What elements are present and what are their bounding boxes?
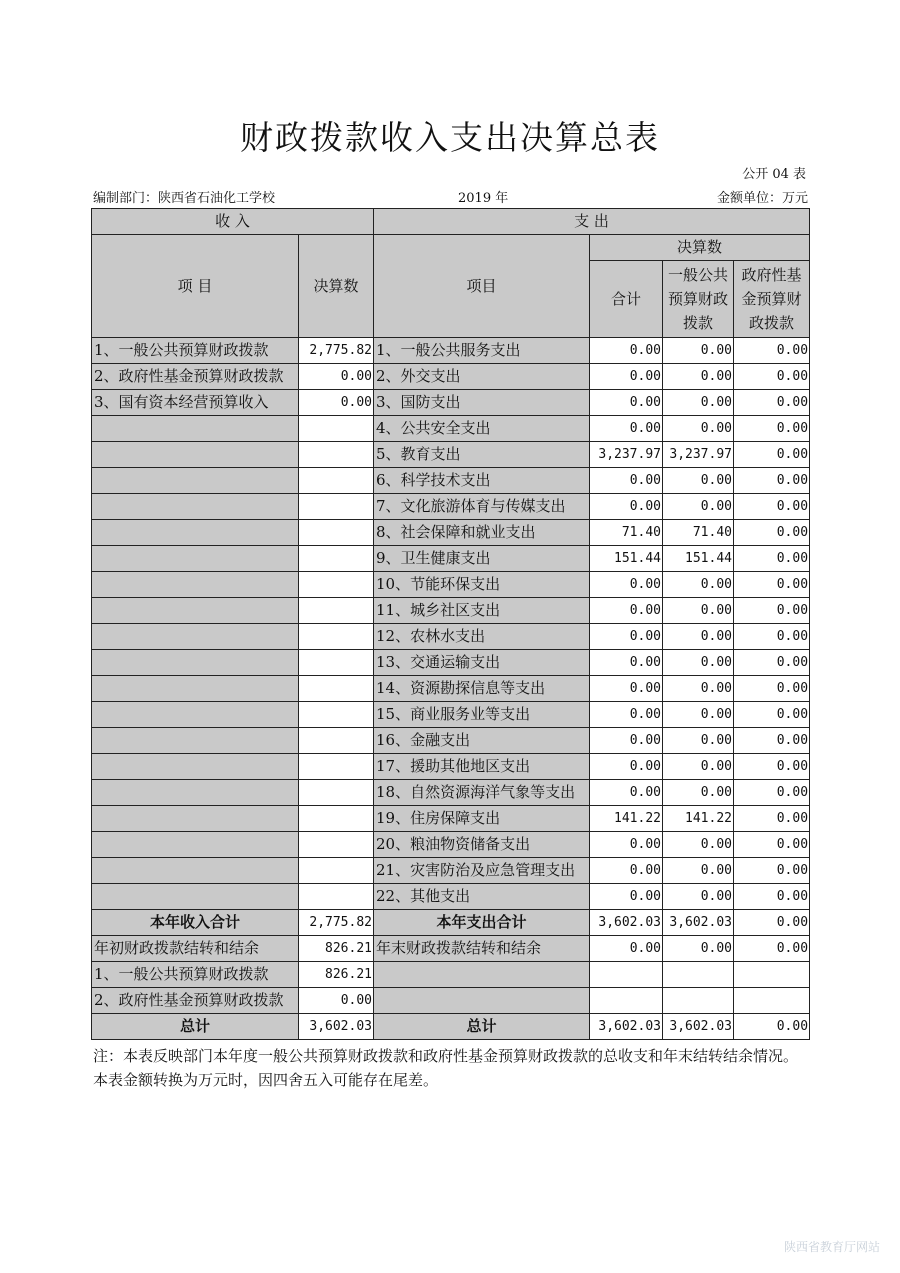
income-item: 1、一般公共预算财政拨款 bbox=[92, 338, 299, 364]
expense-general: 71.40 bbox=[663, 520, 734, 546]
table-row bbox=[92, 468, 810, 494]
expense-item: 22、其他支出 bbox=[374, 884, 590, 910]
expense-total: 0.00 bbox=[590, 572, 663, 598]
income-value: 0.00 bbox=[299, 364, 374, 390]
income-total-row bbox=[92, 910, 810, 936]
expense-total: 0.00 bbox=[590, 598, 663, 624]
expense-item: 21、灾害防治及应急管理支出 bbox=[374, 858, 590, 884]
grand-total-value: 3,602.03 bbox=[590, 1014, 663, 1040]
expense-general: 141.22 bbox=[663, 806, 734, 832]
table-number: 公开 04 表 bbox=[742, 167, 806, 182]
table-row bbox=[92, 390, 810, 416]
income-item bbox=[92, 702, 299, 728]
table-row bbox=[92, 650, 810, 676]
blank-cell bbox=[374, 988, 590, 1014]
final-group-header: 决算数 bbox=[590, 235, 810, 261]
income-value bbox=[299, 754, 374, 780]
expense-fund: 0.00 bbox=[734, 598, 810, 624]
blank-cell bbox=[590, 962, 663, 988]
income-value bbox=[299, 728, 374, 754]
begin-fund-label: 2、政府性基金预算财政拨款 bbox=[92, 988, 299, 1014]
expense-fund: 0.00 bbox=[734, 338, 810, 364]
income-value bbox=[299, 416, 374, 442]
income-value bbox=[299, 780, 374, 806]
expense-total: 0.00 bbox=[590, 338, 663, 364]
expense-fund: 0.00 bbox=[734, 858, 810, 884]
income-item bbox=[92, 416, 299, 442]
expense-total: 141.22 bbox=[590, 806, 663, 832]
expense-header: 支 出 bbox=[374, 209, 810, 235]
expense-fund: 0.00 bbox=[734, 364, 810, 390]
expense-fund: 0.00 bbox=[734, 520, 810, 546]
expense-general: 0.00 bbox=[663, 832, 734, 858]
income-value bbox=[299, 442, 374, 468]
income-value bbox=[299, 624, 374, 650]
expense-fund: 0.00 bbox=[734, 676, 810, 702]
expense-total: 0.00 bbox=[590, 468, 663, 494]
income-item bbox=[92, 572, 299, 598]
expense-general: 0.00 bbox=[663, 338, 734, 364]
table-row bbox=[92, 832, 810, 858]
expense-item: 11、城乡社区支出 bbox=[374, 598, 590, 624]
income-total-label: 本年收入合计 bbox=[92, 910, 299, 936]
begin-fund-row bbox=[92, 988, 810, 1014]
expense-item: 18、自然资源海洋气象等支出 bbox=[374, 780, 590, 806]
income-value bbox=[299, 572, 374, 598]
table-row bbox=[92, 676, 810, 702]
expense-total-label: 本年支出合计 bbox=[374, 910, 590, 936]
expense-item: 1、一般公共服务支出 bbox=[374, 338, 590, 364]
expense-fund: 0.00 bbox=[734, 468, 810, 494]
income-item bbox=[92, 858, 299, 884]
expense-item: 19、住房保障支出 bbox=[374, 806, 590, 832]
expense-total: 3,237.97 bbox=[590, 442, 663, 468]
table-row bbox=[92, 806, 810, 832]
expense-fund: 0.00 bbox=[734, 702, 810, 728]
expense-fund: 0.00 bbox=[734, 624, 810, 650]
income-item bbox=[92, 624, 299, 650]
table-row bbox=[92, 728, 810, 754]
begin-general-row bbox=[92, 962, 810, 988]
table-row bbox=[92, 494, 810, 520]
table-row bbox=[92, 884, 810, 910]
expense-item: 20、粮油物资储备支出 bbox=[374, 832, 590, 858]
expense-fund: 0.00 bbox=[734, 754, 810, 780]
expense-item: 3、国防支出 bbox=[374, 390, 590, 416]
income-item bbox=[92, 806, 299, 832]
grand-total-label: 总计 bbox=[92, 1014, 299, 1040]
item-left-header: 项 目 bbox=[92, 235, 299, 338]
expense-fund: 0.00 bbox=[734, 494, 810, 520]
expense-item: 17、援助其他地区支出 bbox=[374, 754, 590, 780]
grand-income-value: 3,602.03 bbox=[299, 1014, 374, 1040]
income-value bbox=[299, 598, 374, 624]
expense-total: 0.00 bbox=[590, 728, 663, 754]
income-item bbox=[92, 754, 299, 780]
expense-total-fund: 0.00 bbox=[734, 910, 810, 936]
expense-item: 12、农林水支出 bbox=[374, 624, 590, 650]
page-title: 财政拨款收入支出决算总表 bbox=[240, 118, 660, 157]
table-row bbox=[92, 546, 810, 572]
expense-total: 0.00 bbox=[590, 494, 663, 520]
expense-fund: 0.00 bbox=[734, 806, 810, 832]
blank-cell bbox=[374, 962, 590, 988]
unit-label: 金额单位：万元 bbox=[716, 191, 808, 206]
expense-total: 151.44 bbox=[590, 546, 663, 572]
expense-fund: 0.00 bbox=[734, 884, 810, 910]
expense-fund: 0.00 bbox=[734, 416, 810, 442]
expense-fund: 0.00 bbox=[734, 390, 810, 416]
begin-fund-value: 0.00 bbox=[299, 988, 374, 1014]
table-row bbox=[92, 338, 810, 364]
table-row bbox=[92, 858, 810, 884]
expense-total: 0.00 bbox=[590, 676, 663, 702]
expense-total-general: 3,602.03 bbox=[663, 910, 734, 936]
blank-cell bbox=[663, 988, 734, 1014]
item-right-header: 项目 bbox=[374, 235, 590, 338]
blank-cell bbox=[663, 962, 734, 988]
expense-general: 151.44 bbox=[663, 546, 734, 572]
blank-cell bbox=[734, 962, 810, 988]
income-header: 收 入 bbox=[92, 209, 374, 235]
expense-item: 14、资源勘探信息等支出 bbox=[374, 676, 590, 702]
begin-balance-value: 826.21 bbox=[299, 936, 374, 962]
expense-general: 0.00 bbox=[663, 780, 734, 806]
income-value bbox=[299, 650, 374, 676]
income-value bbox=[299, 806, 374, 832]
grand-total-row bbox=[92, 1014, 810, 1040]
grand-fund-value: 0.00 bbox=[734, 1014, 810, 1040]
table-row bbox=[92, 520, 810, 546]
expense-total-value: 3,602.03 bbox=[590, 910, 663, 936]
income-item bbox=[92, 832, 299, 858]
general-header: 一般公共预算财政拨款 bbox=[663, 261, 734, 338]
expense-fund: 0.00 bbox=[734, 442, 810, 468]
income-value: 2,775.82 bbox=[299, 338, 374, 364]
income-item bbox=[92, 728, 299, 754]
expense-general: 0.00 bbox=[663, 884, 734, 910]
income-item bbox=[92, 442, 299, 468]
expense-item: 15、商业服务业等支出 bbox=[374, 702, 590, 728]
expense-fund: 0.00 bbox=[734, 780, 810, 806]
expense-general: 0.00 bbox=[663, 650, 734, 676]
table-row bbox=[92, 624, 810, 650]
blank-cell bbox=[734, 988, 810, 1014]
income-value bbox=[299, 494, 374, 520]
expense-fund: 0.00 bbox=[734, 546, 810, 572]
expense-total: 0.00 bbox=[590, 832, 663, 858]
footnote: 注：本表反映部门本年度一般公共预算财政拨款和政府性基金预算财政拨款的总收支和年末结转结余情况。本表金额转换为万元时，因四舍五入可能存在尾差。 bbox=[93, 1047, 799, 1089]
header-row-2 bbox=[92, 235, 810, 261]
expense-item: 8、社会保障和就业支出 bbox=[374, 520, 590, 546]
expense-general: 0.00 bbox=[663, 572, 734, 598]
end-balance-total: 0.00 bbox=[590, 936, 663, 962]
table-row bbox=[92, 702, 810, 728]
expense-total: 0.00 bbox=[590, 416, 663, 442]
expense-item: 7、文化旅游体育与传媒支出 bbox=[374, 494, 590, 520]
expense-general: 0.00 bbox=[663, 390, 734, 416]
table-row bbox=[92, 442, 810, 468]
expense-general: 0.00 bbox=[663, 598, 734, 624]
income-item bbox=[92, 494, 299, 520]
income-item bbox=[92, 546, 299, 572]
carryover-row bbox=[92, 936, 810, 962]
expense-item: 13、交通运输支出 bbox=[374, 650, 590, 676]
income-value: 0.00 bbox=[299, 390, 374, 416]
income-value bbox=[299, 546, 374, 572]
expense-general: 3,237.97 bbox=[663, 442, 734, 468]
table-row bbox=[92, 754, 810, 780]
income-total-value: 2,775.82 bbox=[299, 910, 374, 936]
expense-total: 0.00 bbox=[590, 858, 663, 884]
expense-item: 9、卫生健康支出 bbox=[374, 546, 590, 572]
expense-general: 0.00 bbox=[663, 858, 734, 884]
expense-fund: 0.00 bbox=[734, 832, 810, 858]
end-balance-general: 0.00 bbox=[663, 936, 734, 962]
expense-total: 0.00 bbox=[590, 780, 663, 806]
income-item bbox=[92, 884, 299, 910]
expense-general: 0.00 bbox=[663, 754, 734, 780]
watermark: 陕西省教育厅网站 bbox=[783, 1240, 880, 1254]
income-item: 3、国有资本经营预算收入 bbox=[92, 390, 299, 416]
expense-total: 71.40 bbox=[590, 520, 663, 546]
income-value bbox=[299, 520, 374, 546]
grand-general-value: 3,602.03 bbox=[663, 1014, 734, 1040]
income-value bbox=[299, 468, 374, 494]
end-balance-label: 年末财政拨款结转和结余 bbox=[374, 936, 590, 962]
income-item bbox=[92, 520, 299, 546]
begin-balance-label: 年初财政拨款结转和结余 bbox=[92, 936, 299, 962]
fund-header: 政府性基金预算财政拨款 bbox=[734, 261, 810, 338]
begin-general-value: 826.21 bbox=[299, 962, 374, 988]
income-item bbox=[92, 780, 299, 806]
income-value bbox=[299, 676, 374, 702]
expense-item: 4、公共安全支出 bbox=[374, 416, 590, 442]
table-row bbox=[92, 572, 810, 598]
year-label: 2019 年 bbox=[458, 191, 509, 206]
meta-line bbox=[93, 187, 808, 205]
expense-total: 0.00 bbox=[590, 754, 663, 780]
expense-general: 0.00 bbox=[663, 728, 734, 754]
table-row bbox=[92, 364, 810, 390]
expense-general: 0.00 bbox=[663, 416, 734, 442]
table-row bbox=[92, 416, 810, 442]
income-value bbox=[299, 884, 374, 910]
grand-expense-label: 总计 bbox=[374, 1014, 590, 1040]
expense-item: 16、金融支出 bbox=[374, 728, 590, 754]
expense-general: 0.00 bbox=[663, 364, 734, 390]
expense-total: 0.00 bbox=[590, 884, 663, 910]
finance-table bbox=[91, 208, 810, 1040]
expense-item: 6、科学技术支出 bbox=[374, 468, 590, 494]
expense-total: 0.00 bbox=[590, 364, 663, 390]
expense-total: 0.00 bbox=[590, 702, 663, 728]
expense-item: 5、教育支出 bbox=[374, 442, 590, 468]
income-value bbox=[299, 832, 374, 858]
table-row bbox=[92, 780, 810, 806]
expense-item: 2、外交支出 bbox=[374, 364, 590, 390]
expense-total: 0.00 bbox=[590, 390, 663, 416]
expense-fund: 0.00 bbox=[734, 650, 810, 676]
expense-general: 0.00 bbox=[663, 494, 734, 520]
header-row-1 bbox=[92, 209, 810, 235]
expense-general: 0.00 bbox=[663, 676, 734, 702]
expense-general: 0.00 bbox=[663, 468, 734, 494]
expense-general: 0.00 bbox=[663, 624, 734, 650]
department-label: 编制部门：陕西省石油化工学校 bbox=[93, 191, 276, 206]
begin-general-label: 1、一般公共预算财政拨款 bbox=[92, 962, 299, 988]
income-item bbox=[92, 468, 299, 494]
income-item bbox=[92, 676, 299, 702]
income-item: 2、政府性基金预算财政拨款 bbox=[92, 364, 299, 390]
income-item bbox=[92, 650, 299, 676]
final-amount-header: 决算数 bbox=[299, 235, 374, 338]
table-row bbox=[92, 598, 810, 624]
end-balance-fund: 0.00 bbox=[734, 936, 810, 962]
blank-cell bbox=[590, 988, 663, 1014]
income-value bbox=[299, 858, 374, 884]
expense-fund: 0.00 bbox=[734, 572, 810, 598]
income-item bbox=[92, 598, 299, 624]
expense-general: 0.00 bbox=[663, 702, 734, 728]
expense-item: 10、节能环保支出 bbox=[374, 572, 590, 598]
total-header: 合计 bbox=[590, 261, 663, 338]
expense-total: 0.00 bbox=[590, 624, 663, 650]
expense-total: 0.00 bbox=[590, 650, 663, 676]
expense-fund: 0.00 bbox=[734, 728, 810, 754]
income-value bbox=[299, 702, 374, 728]
